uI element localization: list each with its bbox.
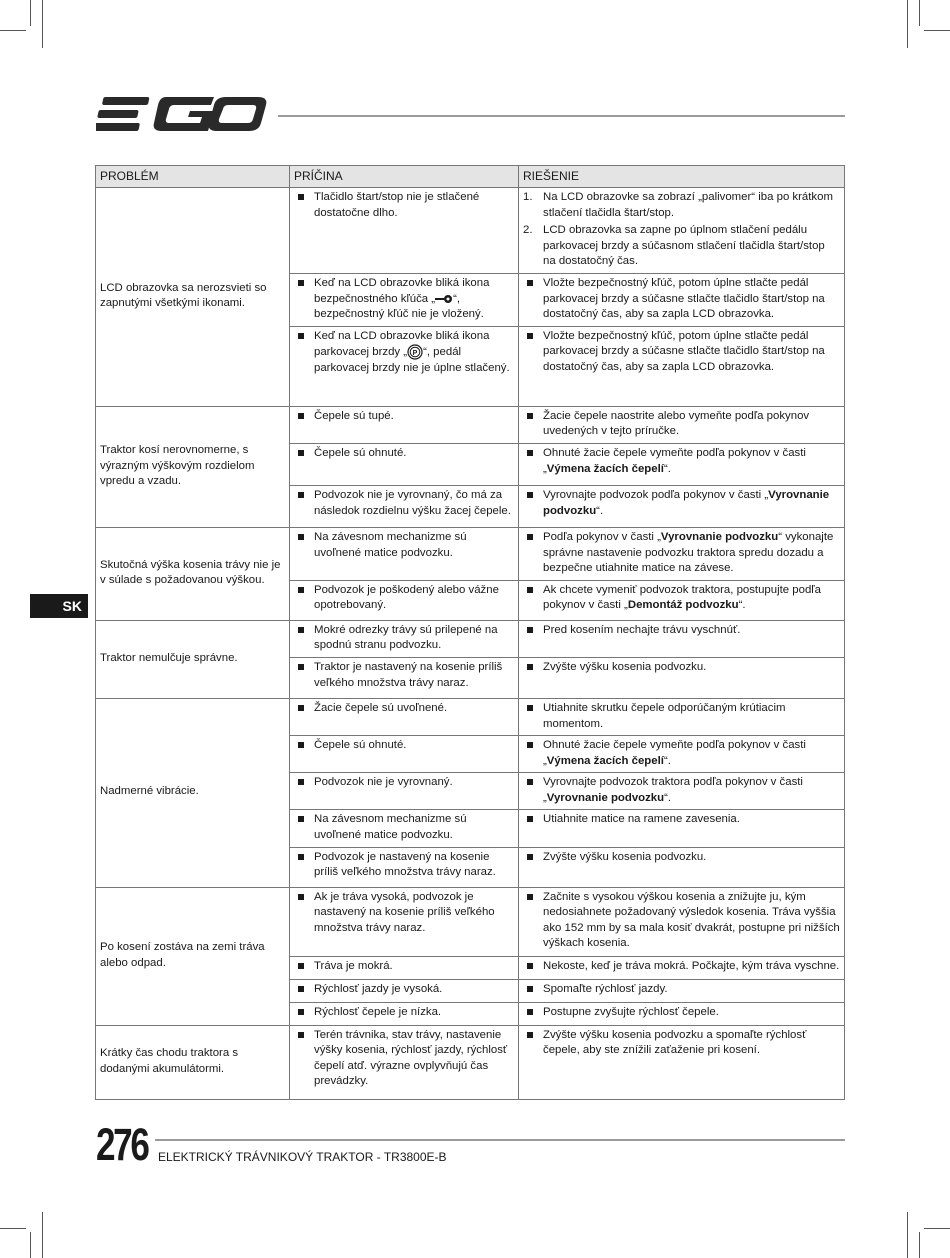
cause-cell xyxy=(290,326,519,406)
safety-key-icon xyxy=(435,294,453,304)
cause-cell xyxy=(290,1002,519,1025)
table-row xyxy=(96,887,845,956)
cause-text: Rýchlosť jazdy je vysoká. xyxy=(294,982,514,998)
cause-cell xyxy=(290,188,519,274)
table-row xyxy=(96,406,845,443)
solution-text: Utiahnite matice na ramene zavesenia. xyxy=(523,812,840,828)
cause-text: Tlačidlo štart/stop nie je stlačené dostatočne dlho. xyxy=(294,190,514,221)
table-row xyxy=(96,620,845,657)
table-row xyxy=(96,698,845,735)
solution-text: Podľa pokynov v časti „Vyrovnanie podvozku“ vykonajte správne nastavenie podvozku traktora spredu dozadu a bezpečne utiahnite matice na závese. xyxy=(523,530,840,577)
cause-text: Čepele sú ohnuté. xyxy=(294,738,514,754)
solution-cell xyxy=(519,979,845,1002)
header-cause: PRÍČINA xyxy=(290,166,519,188)
solution-text: Vložte bezpečnostný kľúč, potom úplne stlačte pedál parkovacej brzdy a súčasne stlačte tlačidlo štart/stop na dostatočný čas, aby sa zapla LCD obrazovka. xyxy=(523,329,840,376)
solution-text: Utiahnite skrutku čepele odporúčaným krútiacim momentom. xyxy=(523,701,840,732)
solution-step: 1. Na LCD obrazovke sa zobrazí „palivomer“ iba po krátkom stlačení tlačidla štart/stop. xyxy=(523,191,833,219)
crop-mark xyxy=(924,30,950,31)
cause-cell xyxy=(290,736,519,773)
problem-cell: Traktor nemulčuje správne. xyxy=(96,620,290,698)
cause-cell xyxy=(290,273,519,326)
solution-text: Vyrovnajte podvozok podľa pokynov v časti „Vyrovnanie podvozku“. xyxy=(523,488,840,519)
cause-text: Čepele sú ohnuté. xyxy=(294,446,514,462)
problem-cell: Po kosení zostáva na zemi tráva alebo odpad. xyxy=(96,887,290,1025)
cause-text: Čepele sú tupé. xyxy=(294,409,514,425)
cause-cell xyxy=(290,580,519,620)
problem-cell: Traktor kosí nerovnomerne, s výrazným výškovým rozdielom vpredu a vzadu. xyxy=(96,406,290,527)
solution-cell xyxy=(519,580,845,620)
cause-text: Tráva je mokrá. xyxy=(294,959,514,975)
crop-mark xyxy=(42,0,43,48)
troubleshooting-table xyxy=(95,165,845,1100)
solution-step: 2. LCD obrazovka sa zapne po úplnom stlačení pedálu parkovacej brzdy a súčasnom stlačení tlačidla štart/stop na dostatočný čas. xyxy=(523,224,825,268)
footer-title: ELEKTRICKÝ TRÁVNIKOVÝ TRAKTOR - TR3800E-B xyxy=(158,1150,447,1164)
page-number: 276 xyxy=(96,1119,148,1170)
cause-cell xyxy=(290,698,519,735)
solution-cell xyxy=(519,1002,845,1025)
cause-cell xyxy=(290,620,519,657)
svg-text:P: P xyxy=(412,350,418,358)
solution-cell xyxy=(519,485,845,527)
cause-cell xyxy=(290,979,519,1002)
parking-brake-icon xyxy=(407,344,423,360)
solution-text: Spomaľte rýchlosť jazdy. xyxy=(523,982,840,998)
solution-text: Žacie čepele naostrite alebo vymeňte podľa pokynov uvedených v tejto príručke. xyxy=(523,409,840,440)
crop-mark xyxy=(30,0,31,26)
cause-cell xyxy=(290,847,519,887)
crop-mark xyxy=(919,0,920,26)
solution-text: Pred kosením nechajte trávu vyschnúť. xyxy=(523,623,840,639)
crop-mark xyxy=(907,0,908,48)
solution-cell xyxy=(519,810,845,847)
solution-text: Vyrovnajte podvozok traktora podľa pokynov v časti „Vyrovnanie podvozku“. xyxy=(523,775,840,806)
solution-text: Zvýšte výšku kosenia podvozku. xyxy=(523,660,840,676)
language-tab: SK xyxy=(30,594,88,618)
problem-cell: LCD obrazovka sa nerozsvieti so zapnutými všetkými ikonami. xyxy=(96,188,290,407)
cause-cell xyxy=(290,657,519,698)
cause-text: Keď na LCD obrazovke bliká ikona parkovacej brzdy „ P “, pedál parkovacej brzdy nie je úplne stlačený. xyxy=(294,329,514,377)
crop-mark xyxy=(919,1232,920,1258)
crop-mark xyxy=(907,1212,908,1258)
solution-text: Zvýšte výšku kosenia podvozku. xyxy=(523,850,840,866)
solution-cell xyxy=(519,736,845,773)
solution-cell xyxy=(519,443,845,485)
solution-cell xyxy=(519,406,845,443)
solution-cell xyxy=(519,956,845,979)
cause-cell xyxy=(290,887,519,956)
cause-text: Na závesnom mechanizme sú uvoľnené matice podvozku. xyxy=(294,530,514,561)
solution-cell xyxy=(519,847,845,887)
crop-mark xyxy=(924,1228,950,1229)
table-row xyxy=(96,527,845,580)
solution-cell xyxy=(519,620,845,657)
solution-text: Ohnuté žacie čepele vymeňte podľa pokynov v časti „Výmena žacích čepelí“. xyxy=(523,446,840,477)
problem-cell: Krátky čas chodu traktora s dodanými akumulátormi. xyxy=(96,1025,290,1099)
solution-cell xyxy=(519,698,845,735)
cause-cell xyxy=(290,485,519,527)
crop-mark xyxy=(30,1232,31,1258)
crop-mark xyxy=(42,1212,43,1258)
header-problem: PROBLÉM xyxy=(96,166,290,188)
table-row xyxy=(96,1025,845,1099)
cause-cell xyxy=(290,1025,519,1099)
cause-text: Keď na LCD obrazovke bliká ikona bezpečnostného kľúča „ “, bezpečnostný kľúč nie je vložený. xyxy=(294,276,514,323)
solution-cell xyxy=(519,527,845,580)
cause-text: Podvozok je nastavený na kosenie príliš veľkého množstva trávy naraz. xyxy=(294,850,514,881)
cause-text: Na závesnom mechanizme sú uvoľnené matice podvozku. xyxy=(294,812,514,843)
solution-cell xyxy=(519,326,845,406)
solution-text: Zvýšte výšku kosenia podvozku a spomaľte rýchlosť čepele, aby ste znížili zaťaženie pri kosení. xyxy=(523,1028,840,1059)
table-row xyxy=(96,188,845,274)
crop-mark xyxy=(0,1228,26,1229)
cause-cell xyxy=(290,773,519,810)
solution-text: Ak chcete vymeniť podvozok traktora, postupujte podľa pokynov v časti „Demontáž podvozku“. xyxy=(523,583,840,614)
solution-text: Nekoste, keď je tráva mokrá. Počkajte, kým tráva vyschne. xyxy=(523,959,840,975)
cause-cell xyxy=(290,406,519,443)
solution-cell xyxy=(519,657,845,698)
solution-text: Začnite s vysokou výškou kosenia a znižujte ju, kým nedosiahnete požadovaný výsledok kosenia. Tráva vyššia ako 152 mm by sa mala kosiť dvakrát, postupne pri nižších výškach kosenia. xyxy=(523,890,840,952)
cause-text: Rýchlosť čepele je nízka. xyxy=(294,1005,514,1021)
cause-text: Mokré odrezky trávy sú prilepené na spodnú stranu podvozku. xyxy=(294,623,514,654)
ego-logo xyxy=(96,95,268,133)
cause-cell xyxy=(290,810,519,847)
solution-cell xyxy=(519,188,845,274)
solution-cell xyxy=(519,887,845,956)
table-header-row xyxy=(96,166,845,188)
cause-text: Podvozok nie je vyrovnaný. xyxy=(294,775,514,791)
footer-rule xyxy=(155,1139,845,1141)
header-rule xyxy=(278,115,845,117)
problem-cell: Nadmerné vibrácie. xyxy=(96,698,290,887)
cause-text: Ak je tráva vysoká, podvozok je nastavený na kosenie príliš veľkého množstva trávy naraz. xyxy=(294,890,514,937)
cause-cell xyxy=(290,443,519,485)
cause-cell xyxy=(290,527,519,580)
crop-mark xyxy=(0,30,26,31)
cause-cell xyxy=(290,956,519,979)
cause-text: Terén trávnika, stav trávy, nastavenie výšky kosenia, rýchlosť jazdy, rýchlosť čepelí atď. výrazne ovplyvňujú čas prevádzky. xyxy=(294,1028,514,1090)
solution-text: Postupne zvyšujte rýchlosť čepele. xyxy=(523,1005,840,1021)
solution-cell xyxy=(519,773,845,810)
solution-cell xyxy=(519,1025,845,1099)
cause-text: Traktor je nastavený na kosenie príliš veľkého množstva trávy naraz. xyxy=(294,660,514,691)
solution-text: Ohnuté žacie čepele vymeňte podľa pokynov v časti „Výmena žacích čepelí“. xyxy=(523,738,840,769)
header-solution: RIEŠENIE xyxy=(519,166,845,188)
solution-cell xyxy=(519,273,845,326)
cause-text: Podvozok nie je vyrovnaný, čo má za následok rozdielnu výšku žacej čepele. xyxy=(294,488,514,519)
cause-text: Žacie čepele sú uvoľnené. xyxy=(294,701,514,717)
cause-text: Podvozok je poškodený alebo vážne opotrebovaný. xyxy=(294,583,514,614)
problem-cell: Skutočná výška kosenia trávy nie je v súlade s požadovanou výškou. xyxy=(96,527,290,620)
solution-text: Vložte bezpečnostný kľúč, potom úplne stlačte pedál parkovacej brzdy a súčasne stlačte tlačidlo štart/stop na dostatočný čas, aby sa zapla LCD obrazovka. xyxy=(523,276,840,323)
